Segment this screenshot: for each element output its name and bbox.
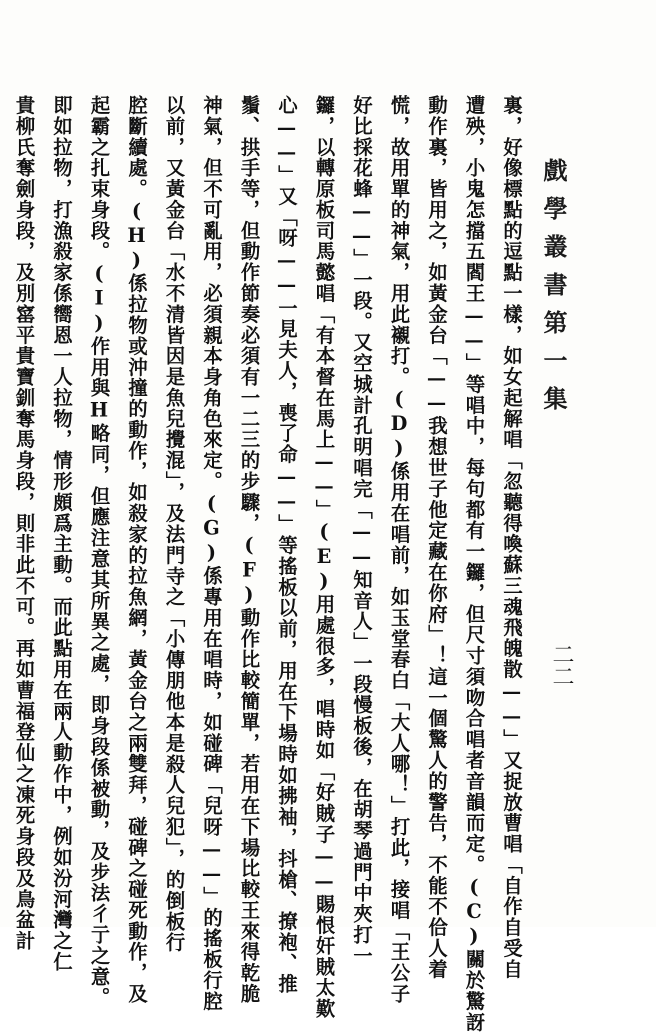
vertical-body-text: [12, 95, 530, 1033]
text-column: 心——」又「呀——一見夫人，喪了命——」等搖板以前，用在下場時如拂袖，抖槍、撩袍、推: [275, 95, 298, 995]
text-column: 好比採花蜂——」一段。又空城計孔明唱完「——知音人」一段慢板後，在胡琴過門中夾打一: [350, 95, 373, 967]
text-column: 裏，好像標點的逗點一樣，如女起解唱「忽聽得喚蘇三魂飛魄散——」又捉放曹唱「自作自受自: [500, 95, 523, 980]
running-header-title: 戲學叢書第一集: [539, 158, 568, 424]
text-column: 即如拉物，打漁殺家係嚮恩一人拉物，情形頗爲主動。而此點用在兩人動作中，例如汾河灣之仁: [50, 95, 73, 973]
text-column: 動作裏，皆用之，如黃金台「——我想世子他定藏在你府」！這一個驚人的警告，不能不佮人着: [425, 95, 448, 980]
text-column: 腔斷續處。(H)係拉物或沖撞的動作，如殺家的拉魚網，黃金台之兩雙拜，碰碑之碰死動作，及: [125, 95, 148, 1005]
text-column: 慌，故用單的神氣，用此襯打。(D)係用在唱前，如玉堂春白「大人哪！」打此，接唱「王公子: [387, 95, 411, 1005]
text-column: 遭殃，小鬼怎擋五閻王——」等唱中，每句都有一鑼，但尺寸須吻合唱者音韻而定。(C)關於驚訝: [462, 95, 486, 1033]
text-column: 鬚、拱手等，但動作節奏必須有一二三的步驟，(F)動作比較簡單，若用在下場比較王來得乾脆: [237, 95, 261, 1005]
text-column: 起霸之扎束身段。(I)作用與H略同，但應注意其所異之處，即身段係被動，及步法彳亍之意。: [87, 95, 111, 1009]
text-column: 以前，又黃金台「水不清皆因是魚兒攪混」，及法門寺之「小傳朋他本是殺人兒犯」，的倒板行: [162, 95, 186, 954]
text-column: 貴柳氏奪劍身段，及別窰平貴寶釧奪馬身段，則非此不可。再如曹福登仙之凍死身段及鳥盆計: [12, 95, 36, 952]
text-column: 鑼，以轉原板司馬懿唱「有本督在馬上——」(E)用處很多，唱時如「好賊子——賜恨奸賊太歎: [312, 95, 336, 1020]
page-number: 二二: [549, 643, 574, 687]
text-column: 神氣，但不可亂用，必須親本身角色來定。(G)係專用在唱時，如碰碑「兒呀——」的搖板行腔: [200, 95, 223, 1012]
